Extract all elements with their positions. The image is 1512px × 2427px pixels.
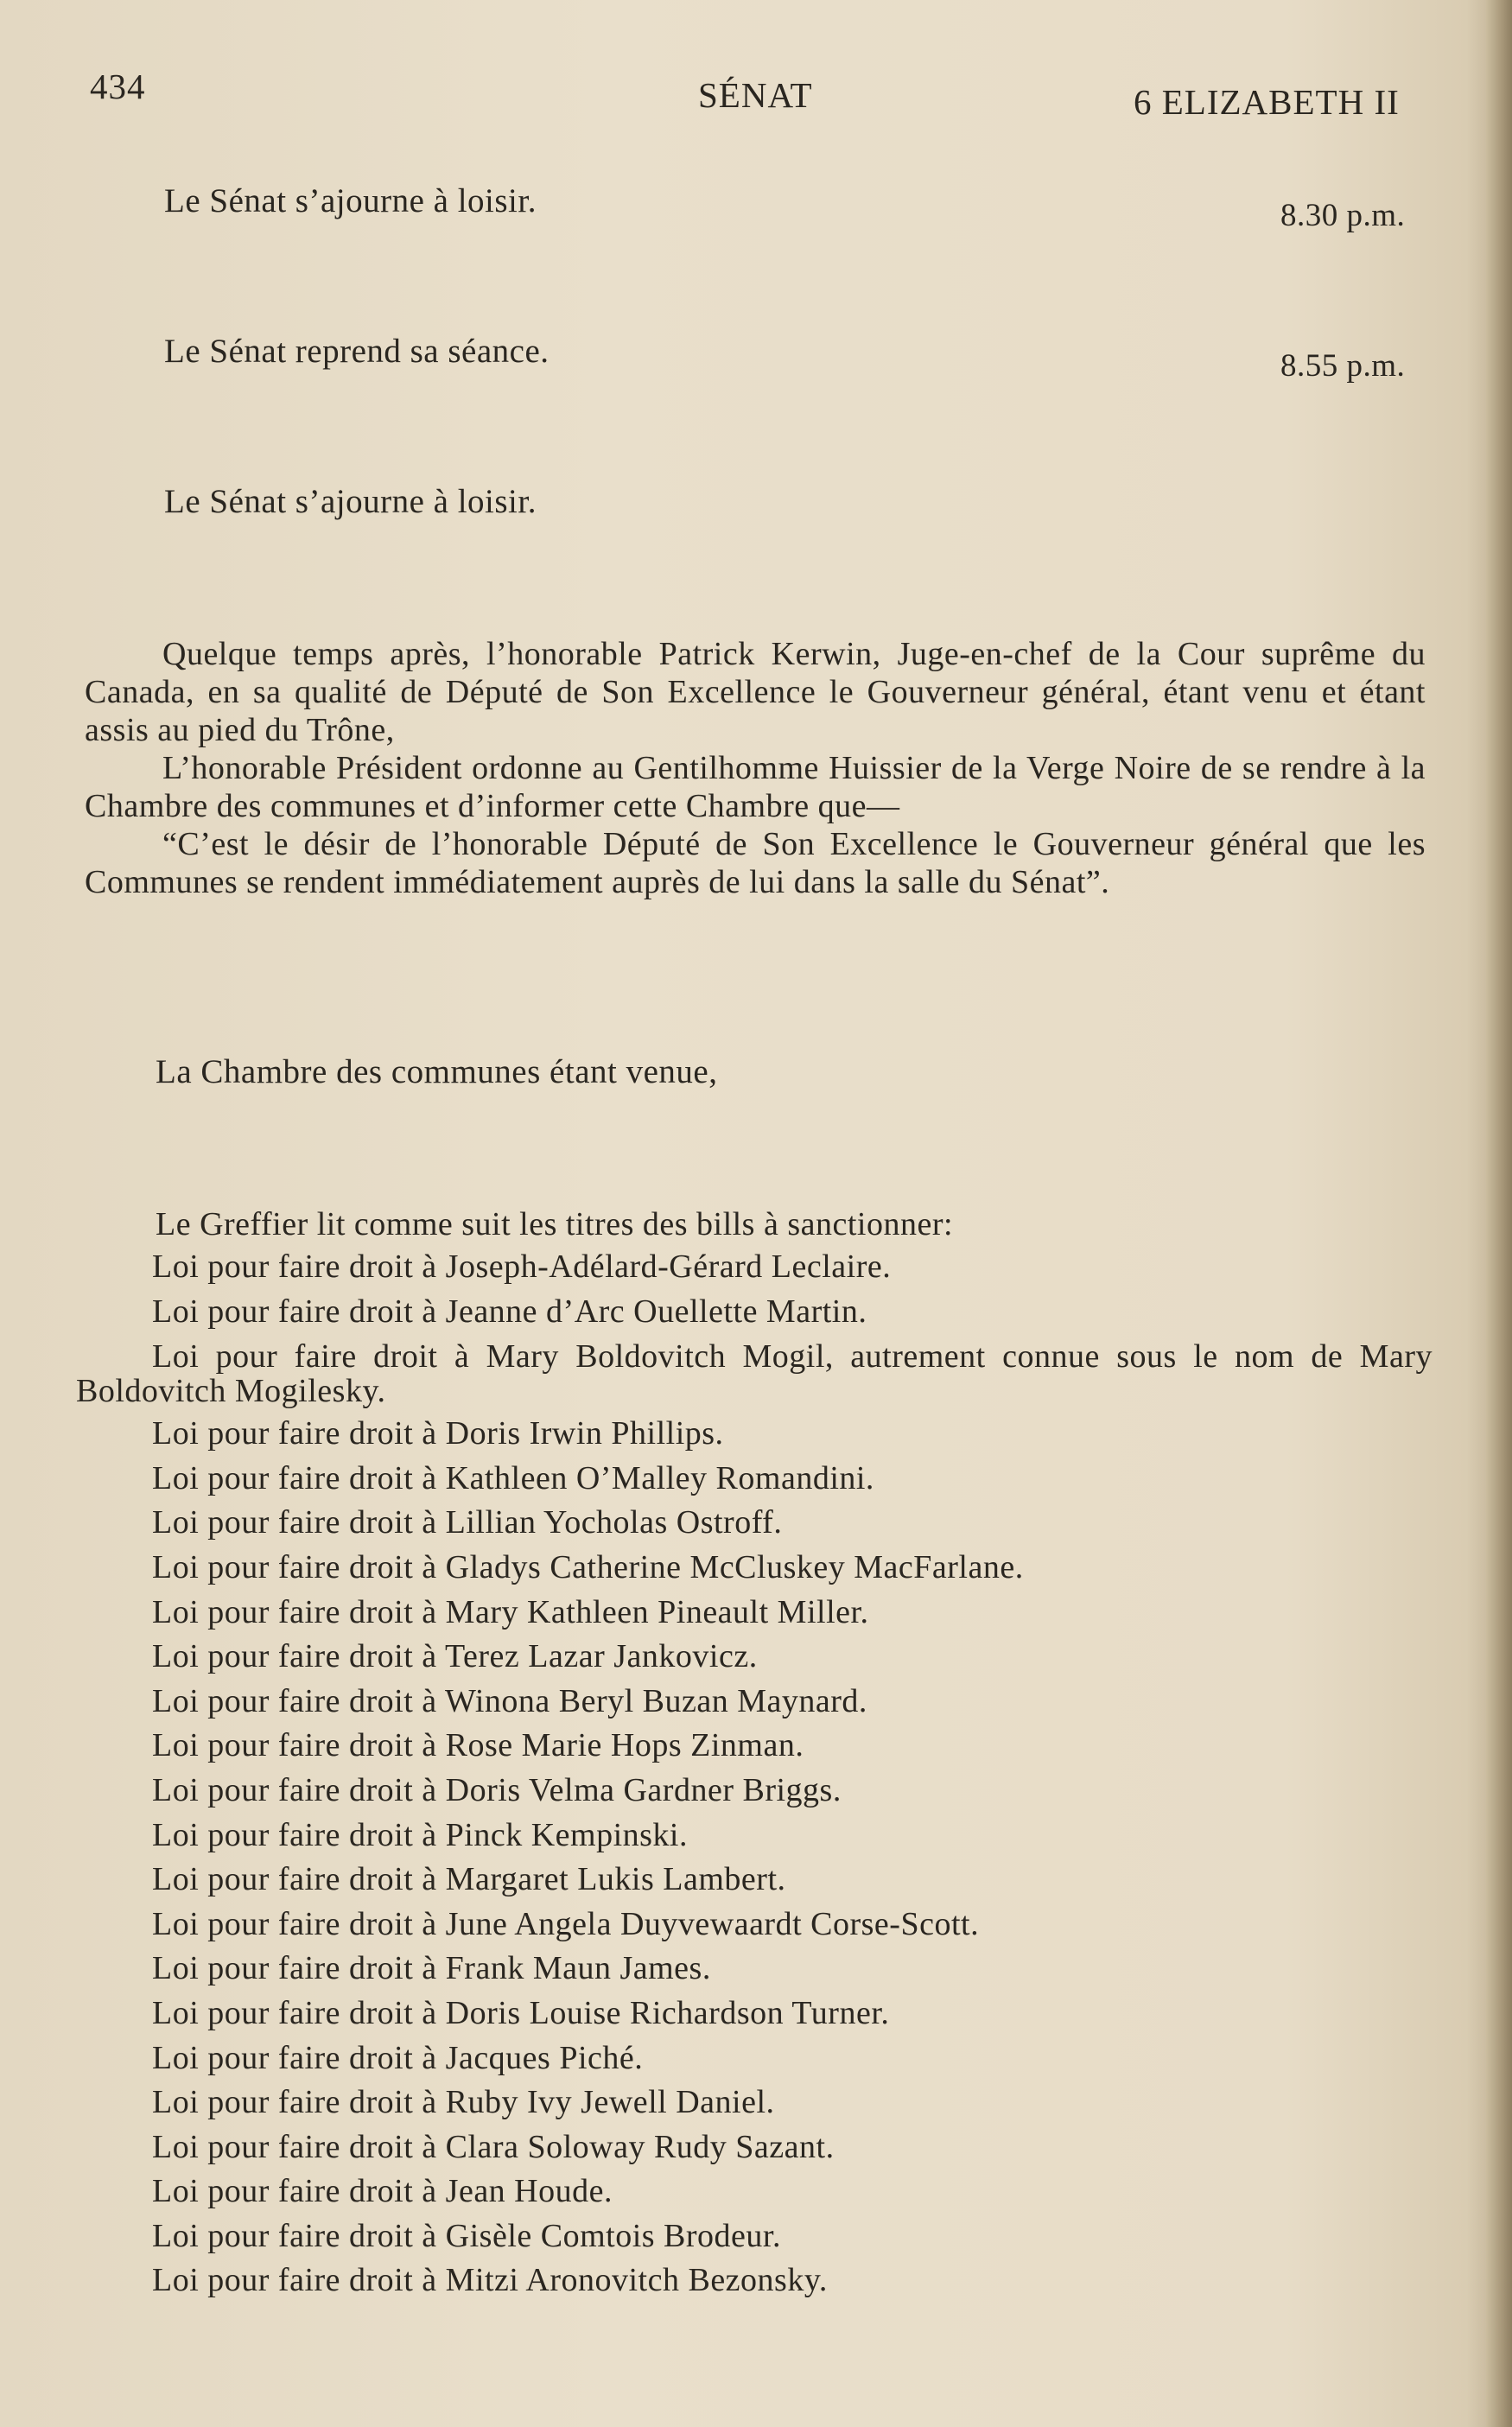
bill-item: Loi pour faire droit à Mary Kathleen Pineault Miller. (152, 1593, 869, 1630)
bill-item: Loi pour faire droit à Mitzi Aronovitch Bezonsky. (152, 2262, 828, 2299)
entry-resume-time: 8.55 p.m. (1280, 348, 1406, 384)
entry-adjourn-time: 8.30 p.m. (1280, 198, 1406, 233)
bill-item: Loi pour faire droit à Ruby Ivy Jewell Daniel. (152, 2084, 775, 2121)
bill-item: Loi pour faire droit à Jean Houde. (152, 2173, 613, 2210)
bill-item: Loi pour faire droit à Doris Velma Gardner Briggs. (152, 1771, 842, 1808)
bill-item: Loi pour faire droit à Gisèle Comtois Brodeur. (152, 2217, 781, 2254)
bill-item: Loi pour faire droit à Pinck Kempinski. (152, 1816, 688, 1853)
bill-list (76, 1245, 1433, 2303)
bill-item: Loi pour faire droit à Gladys Catherine McCluskey MacFarlane. (152, 1548, 1024, 1585)
bills-section (76, 1204, 1433, 2303)
running-title: SÉNAT (698, 75, 813, 115)
bill-item: Loi pour faire droit à Frank Maun James. (152, 1950, 711, 1987)
bill-item: Loi pour faire droit à June Angela Duyvewaardt Corse-Scott. (152, 1905, 980, 1942)
entry-adjourn-again-text: Le Sénat s’ajourne à loisir. (164, 483, 537, 520)
commons-arrived: La Chambre des communes étant venue, (156, 1053, 718, 1090)
bill-item: Loi pour faire droit à Doris Irwin Phillips. (152, 1415, 724, 1452)
bill-item: Loi pour faire droit à Margaret Lukis Lambert. (152, 1861, 786, 1898)
bill-item: Loi pour faire droit à Clara Soloway Rudy Sazant. (152, 2128, 835, 2165)
proceedings-para-2: L’honorable Président ordonne au Gentilhomme Huissier de la Verge Noire de se rendre à la Chambre des communes et d’informer cette Chambre que— (85, 750, 1426, 824)
proceedings-para-1: Quelque temps après, l’honorable Patrick Kerwin, Juge-en-chef de la Cour suprême du Canada, en sa qualité de Député de Son Excellence le Gouverneur général, étant venu et étant assis au pied du Trône, (85, 636, 1426, 748)
page-number: 434 (90, 67, 146, 106)
bill-item: Loi pour faire droit à Joseph-Adélard-Gérard Leclaire. (152, 1248, 892, 1285)
bill-item: Loi pour faire droit à Lillian Yocholas Ostroff. (152, 1504, 783, 1541)
bills-intro: Le Greffier lit comme suit les titres des bills à sanctionner: (156, 1206, 954, 1242)
bill-item: Loi pour faire droit à Jeanne d’Arc Ouellette Martin. (152, 1293, 867, 1330)
bill-item: Loi pour faire droit à Doris Louise Richardson Turner. (152, 1994, 890, 2031)
bill-item: Loi pour faire droit à Jacques Piché. (152, 2039, 644, 2076)
entry-resume-text: Le Sénat reprend sa séance. (164, 333, 550, 370)
bill-item: Loi pour faire droit à Winona Beryl Buzan Maynard. (152, 1682, 867, 1719)
bill-item: Loi pour faire droit à Rose Marie Hops Zinman. (152, 1727, 804, 1764)
bill-item: Loi pour faire droit à Terez Lazar Jankovicz. (152, 1638, 758, 1675)
bill-item: Loi pour faire droit à Kathleen O’Malley Romandini. (152, 1459, 874, 1496)
page-edge (1486, 0, 1512, 2427)
entry-adjourn-text: Le Sénat s’ajourne à loisir. (164, 182, 537, 219)
regnal-year: 6 ELIZABETH II (1134, 82, 1400, 122)
bill-item: Loi pour faire droit à Mary Boldovitch Mogil, autrement connue sous le nom de Mary Boldovitch Mogilesky. (76, 1338, 1433, 1410)
proceedings-block (85, 635, 1426, 901)
proceedings-para-3: “C’est le désir de l’honorable Député de Son Excellence le Gouverneur général que les Communes se rendent immédiatement auprès de lui dans la salle du Sénat”. (85, 826, 1426, 900)
